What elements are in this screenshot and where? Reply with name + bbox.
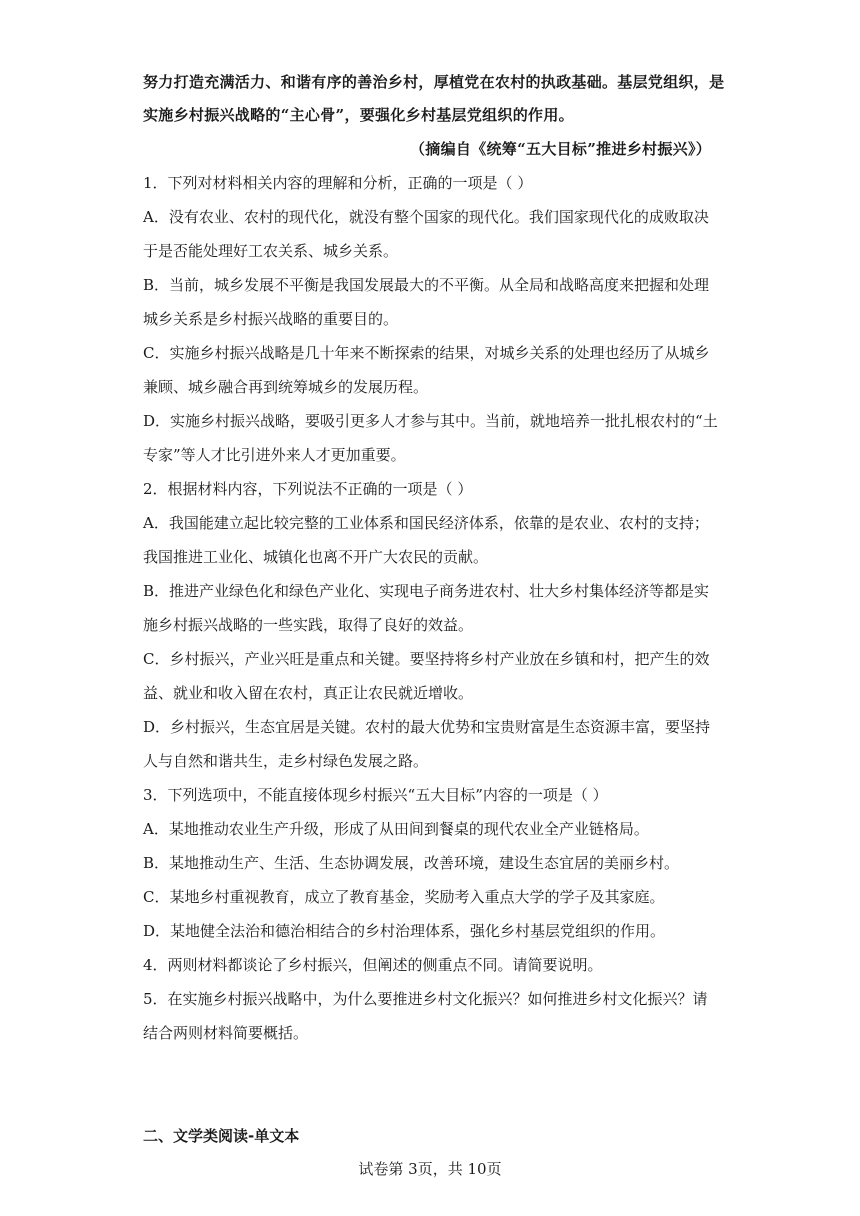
question-2-option-a-line-2: 我国推进工业化、城镇化也离不开广大农民的贡献。 — [143, 548, 489, 566]
source-citation: （摘编自《统筹“五大目标”推进乡村振兴》） — [410, 140, 712, 158]
question-2-option-d-line-1: D．乡村振兴，生态宜居是关键。农村的最大优势和宝贵财富是生态资源丰富，要坚持 — [143, 718, 711, 736]
question-2-stem: 2．根据材料内容，下列说法不正确的一项是（ ） — [143, 480, 473, 498]
question-4-stem: 4．两则材料都谈论了乡村振兴，但阐述的侧重点不同。请简要说明。 — [143, 956, 603, 974]
question-2-option-b-line-2: 施乡村振兴战略的一些实践，取得了良好的效益。 — [143, 616, 474, 634]
question-3-option-b: B．某地推动生产、生活、生态协调发展，改善环境，建设生态宜居的美丽乡村。 — [143, 854, 680, 872]
question-1-option-d-line-1: D．实施乡村振兴战略，要吸引更多人才参与其中。当前，就地培养一批扎根农村的“土 — [143, 412, 718, 430]
intro-line-1: 努力打造充满活力、和谐有序的善治乡村，厚植党在农村的执政基础。基层党组织，是 — [143, 73, 725, 91]
question-1-stem: 1．下列对材料相关内容的理解和分析，正确的一项是（ ） — [143, 174, 533, 192]
question-1-option-c-line-1: C．实施乡村振兴战略是几十年来不断探索的结果，对城乡关系的处理也经历了从城乡 — [143, 344, 710, 362]
question-2-option-d-line-2: 人与自然和谐共生，走乡村绿色发展之路。 — [143, 752, 429, 770]
question-1-option-d-line-2: 专家”等人才比引进外来人才更加重要。 — [143, 446, 406, 464]
question-2-option-c-line-2: 益、就业和收入留在农村，真正让农民就近增收。 — [143, 684, 474, 702]
question-2-option-b-line-1: B．推进产业绿色化和绿色产业化、实现电子商务进农村、壮大乡村集体经济等都是实 — [143, 582, 710, 600]
question-1-option-b-line-2: 城乡关系是乡村振兴战略的重要目的。 — [143, 310, 399, 328]
question-2-option-c-line-1: C．乡村振兴，产业兴旺是重点和关键。要坚持将乡村产业放在乡镇和村，把产生的效 — [143, 650, 710, 668]
question-1-option-b-line-1: B．当前，城乡发展不平衡是我国发展最大的不平衡。从全局和战略高度来把握和处理 — [143, 276, 710, 294]
intro-line-2: 实施乡村振兴战略的“主心骨”，要强化乡村基层党组织的作用。 — [143, 106, 574, 124]
section-heading: 二、文学类阅读-单文本 — [143, 1127, 300, 1145]
question-5-stem-line-1: 5．在实施乡村振兴战略中，为什么要推进乡村文化振兴？如何推进乡村文化振兴？请 — [143, 990, 708, 1008]
question-3-option-d: D．某地健全法治和德治相结合的乡村治理体系，强化乡村基层党组织的作用。 — [143, 922, 666, 940]
question-5-stem-line-2: 结合两则材料简要概括。 — [143, 1024, 309, 1042]
question-1-option-a-line-1: A．没有农业、农村的现代化，就没有整个国家的现代化。我们国家现代化的成败取决 — [143, 208, 709, 226]
question-3-stem: 3．下列选项中，不能直接体现乡村振兴“五大目标”内容的一项是（ ） — [143, 786, 608, 804]
question-3-option-a: A．某地推动农业生产升级，形成了从田间到餐桌的现代农业全产业链格局。 — [143, 820, 649, 838]
question-1-option-c-line-2: 兼顾、城乡融合再到统筹城乡的发展历程。 — [143, 378, 429, 396]
question-3-option-c: C．某地乡村重视教育，成立了教育基金，奖励考入重点大学的学子及其家庭。 — [143, 888, 665, 906]
question-1-option-a-line-2: 于是否能处理好工农关系、城乡关系。 — [143, 242, 399, 260]
page-footer: 试卷第 3页，共 10页 — [358, 1160, 502, 1178]
question-2-option-a-line-1: A．我国能建立起比较完整的工业体系和国民经济体系，依靠的是农业、农村的支持； — [143, 514, 709, 532]
